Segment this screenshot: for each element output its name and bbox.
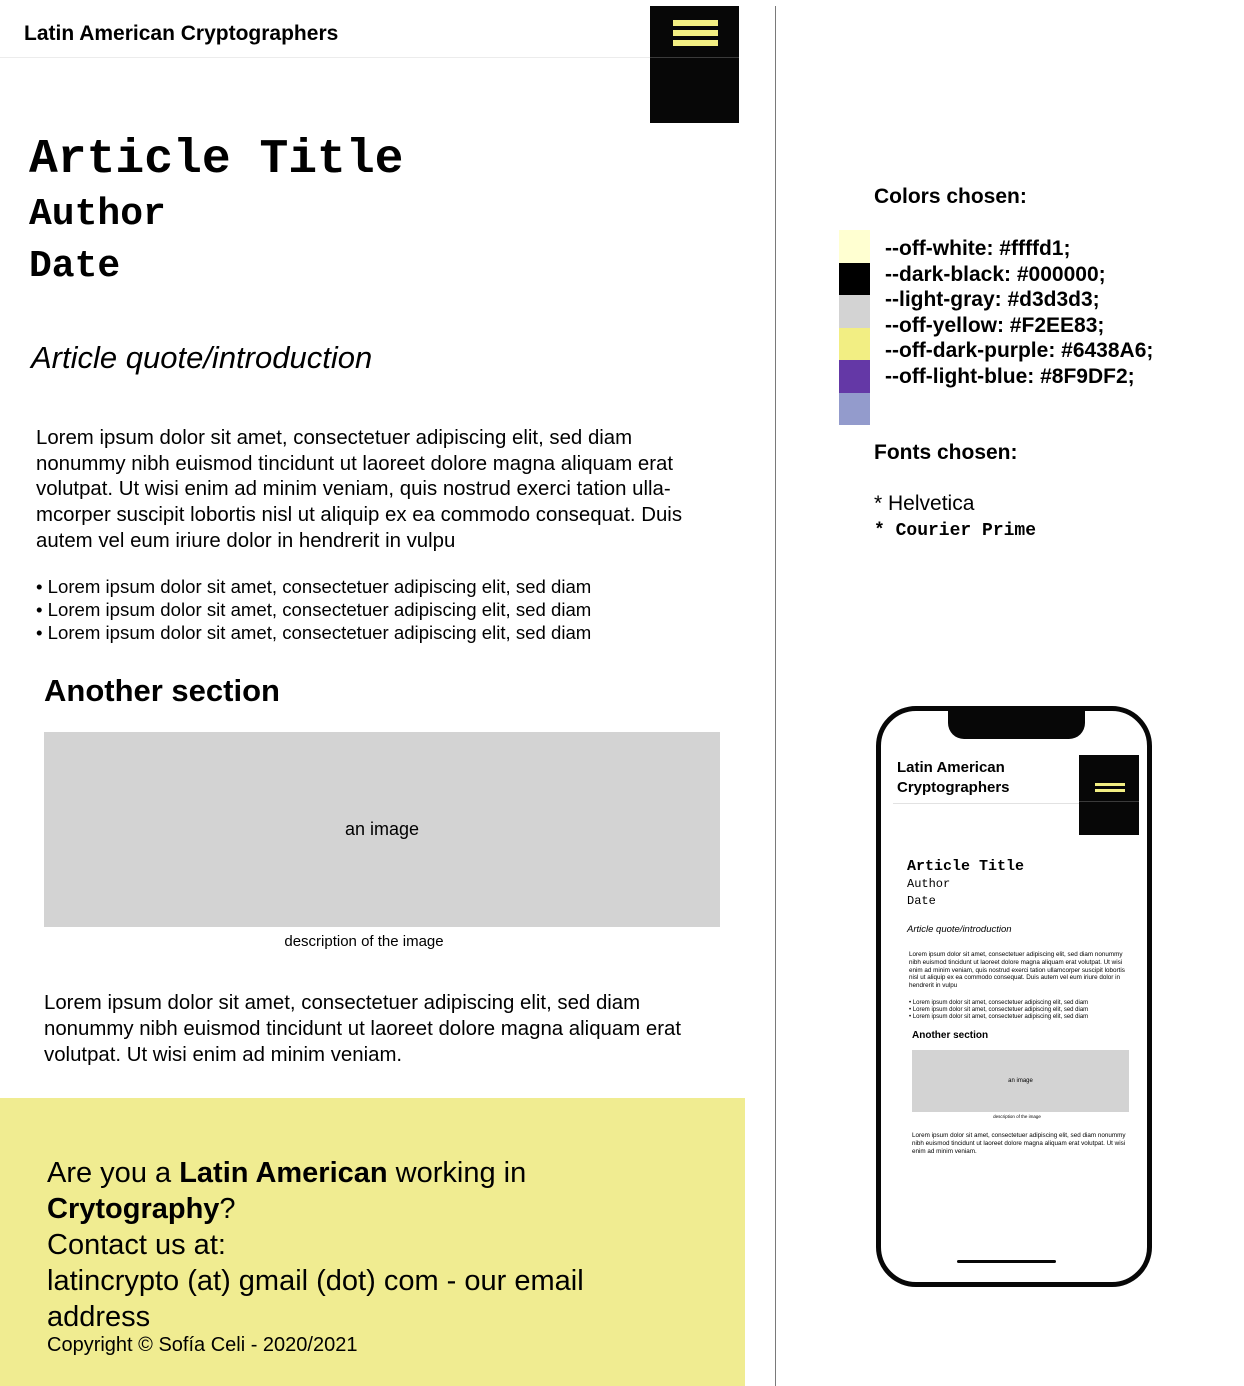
article-quote: Article quote/introduction (31, 340, 373, 375)
color-swatch-off-yellow (839, 328, 870, 361)
footer-contact-label: Contact us at: (47, 1229, 226, 1261)
hamburger-menu-button[interactable] (650, 6, 739, 123)
footer-text-part: Are you a (47, 1157, 180, 1189)
footer-email-link[interactable]: latincrypto (at) gmail (dot) com - our email address (47, 1265, 584, 1333)
phone-notch (948, 709, 1085, 739)
color-label: --light-gray: #d3d3d3; (885, 288, 1100, 312)
color-swatches (839, 230, 870, 425)
list-item: • Lorem ipsum dolor sit amet, consectetuer adipiscing elit, sed diam (36, 576, 592, 597)
menu-divider (1079, 801, 1139, 802)
article-date: Date (29, 245, 121, 288)
color-list (885, 236, 1153, 390)
phone-hamburger-menu-button[interactable] (1079, 755, 1139, 835)
phone-image-placeholder (912, 1050, 1129, 1112)
phone-header-divider (893, 803, 1083, 804)
color-swatch-off-light-blue (839, 393, 870, 426)
color-swatch-off-dark-purple (839, 360, 870, 393)
footer-bold-text: Crytography (47, 1193, 220, 1225)
bullet-list (36, 576, 591, 644)
list-item: • Lorem ipsum dolor sit amet, consectetuer adipiscing elit, sed diam (909, 1007, 1089, 1013)
font-item-courier-prime: * Courier Prime (874, 521, 1037, 541)
color-label: --off-white: #ffffd1; (885, 237, 1071, 260)
phone-image-caption: description of the image (993, 1114, 1041, 1119)
phone-article-author: Author (907, 877, 951, 891)
section-heading: Another section (44, 673, 280, 708)
header-divider (0, 57, 650, 58)
list-item: • Lorem ipsum dolor sit amet, consectetuer adipiscing elit, sed diam (909, 1000, 1089, 1006)
font-item-helvetica: * Helvetica (874, 492, 975, 515)
fonts-heading: Fonts chosen: (874, 441, 1018, 464)
footer (0, 1098, 745, 1386)
article-paragraph-2: Lorem ipsum dolor sit amet, consectetuer adipiscing elit, sed diam nonummy nibh euismod tincidunt ut laoreet dolore magna aliquam erat volutpat. Ut wisi enim ad minim veniam. (44, 992, 682, 1066)
phone-site-title-line: Latin American (897, 759, 1005, 776)
list-item: • Lorem ipsum dolor sit amet, consectetuer adipiscing elit, sed diam (36, 598, 592, 620)
color-label: --off-light-blue: #8F9DF2; (885, 364, 1135, 388)
hamburger-icon (1095, 783, 1125, 795)
phone-mockup (876, 706, 1152, 1287)
footer-copyright: Copyright © Sofía Celi - 2020/2021 (47, 1334, 358, 1356)
article-title: Article Title (29, 133, 404, 187)
phone-image-label: an image (1008, 1078, 1033, 1084)
phone-section-heading: Another section (912, 1030, 989, 1041)
color-swatch-light-gray (839, 295, 870, 328)
list-item: • Lorem ipsum dolor sit amet, consectetuer adipiscing elit, sed diam (909, 1014, 1089, 1020)
hamburger-icon (673, 20, 718, 50)
phone-home-indicator (957, 1260, 1056, 1263)
footer-text-part: working in (387, 1157, 527, 1189)
phone-paragraph-1: Lorem ipsum dolor sit amet, consectetuer adipiscing elit, sed diam nonummy nibh euismod tincidunt ut laoreet dolore magna aliquam erat volutpat. Ut wisi enim ad minim veniam, quis nostrud exerci tation ullamcorper suscipit lobortis nisl ut aliquip ex ea commodo consequat. Duis autem vel eum iriure dolor in hendrerit in vulpu (909, 951, 1125, 990)
menu-divider (650, 57, 739, 58)
phone-bullet-list (909, 1000, 1088, 1021)
footer-bold-text: Latin American (179, 1157, 388, 1189)
image-label: an image (344, 819, 420, 839)
color-swatch-off-white (839, 230, 870, 263)
phone-site-title-line: Cryptographers (897, 779, 1010, 796)
footer-contact-text (47, 1155, 647, 1335)
phone-paragraph-2: Lorem ipsum dolor sit amet, consectetuer adipiscing elit, sed diam nonummy nibh euismod tincidunt ut laoreet dolore magna aliquam erat volutpat. Ut wisi enim ad minim veniam. (912, 1132, 1126, 1155)
article-author: Author (29, 193, 166, 236)
image-caption: description of the image (284, 933, 444, 950)
phone-article-title: Article Title (907, 858, 1025, 875)
list-item: • Lorem ipsum dolor sit amet, consectetuer adipiscing elit, sed diam (36, 621, 592, 643)
color-label: --dark-black: #000000; (885, 262, 1106, 286)
colors-heading: Colors chosen: (874, 185, 1027, 208)
color-label: --off-dark-purple: #6438A6; (885, 339, 1154, 363)
phone-site-title[interactable] (897, 758, 1010, 798)
phone-article-quote: Article quote/introduction (907, 924, 1012, 935)
site-title[interactable]: Latin American Cryptographers (24, 22, 339, 45)
color-label: --off-yellow: #F2EE83; (885, 313, 1105, 337)
image-placeholder (44, 732, 720, 927)
color-swatch-dark-black (839, 263, 870, 296)
article-paragraph-1: Lorem ipsum dolor sit amet, consectetuer adipiscing elit, sed diam nonummy nibh euismod tincidunt ut laoreet dolore magna aliquam erat volutpat. Ut wisi enim ad minim veniam, quis nostrud exerci tation ulla-mcorper suscipit lobortis nisl ut aliquip ex ea commodo consequat. Duis autem vel eum iriure dolor in hendrerit in vulpu (36, 427, 683, 552)
phone-article-date: Date (907, 894, 936, 908)
footer-text-part: ? (219, 1193, 236, 1225)
vertical-divider (775, 6, 776, 1386)
